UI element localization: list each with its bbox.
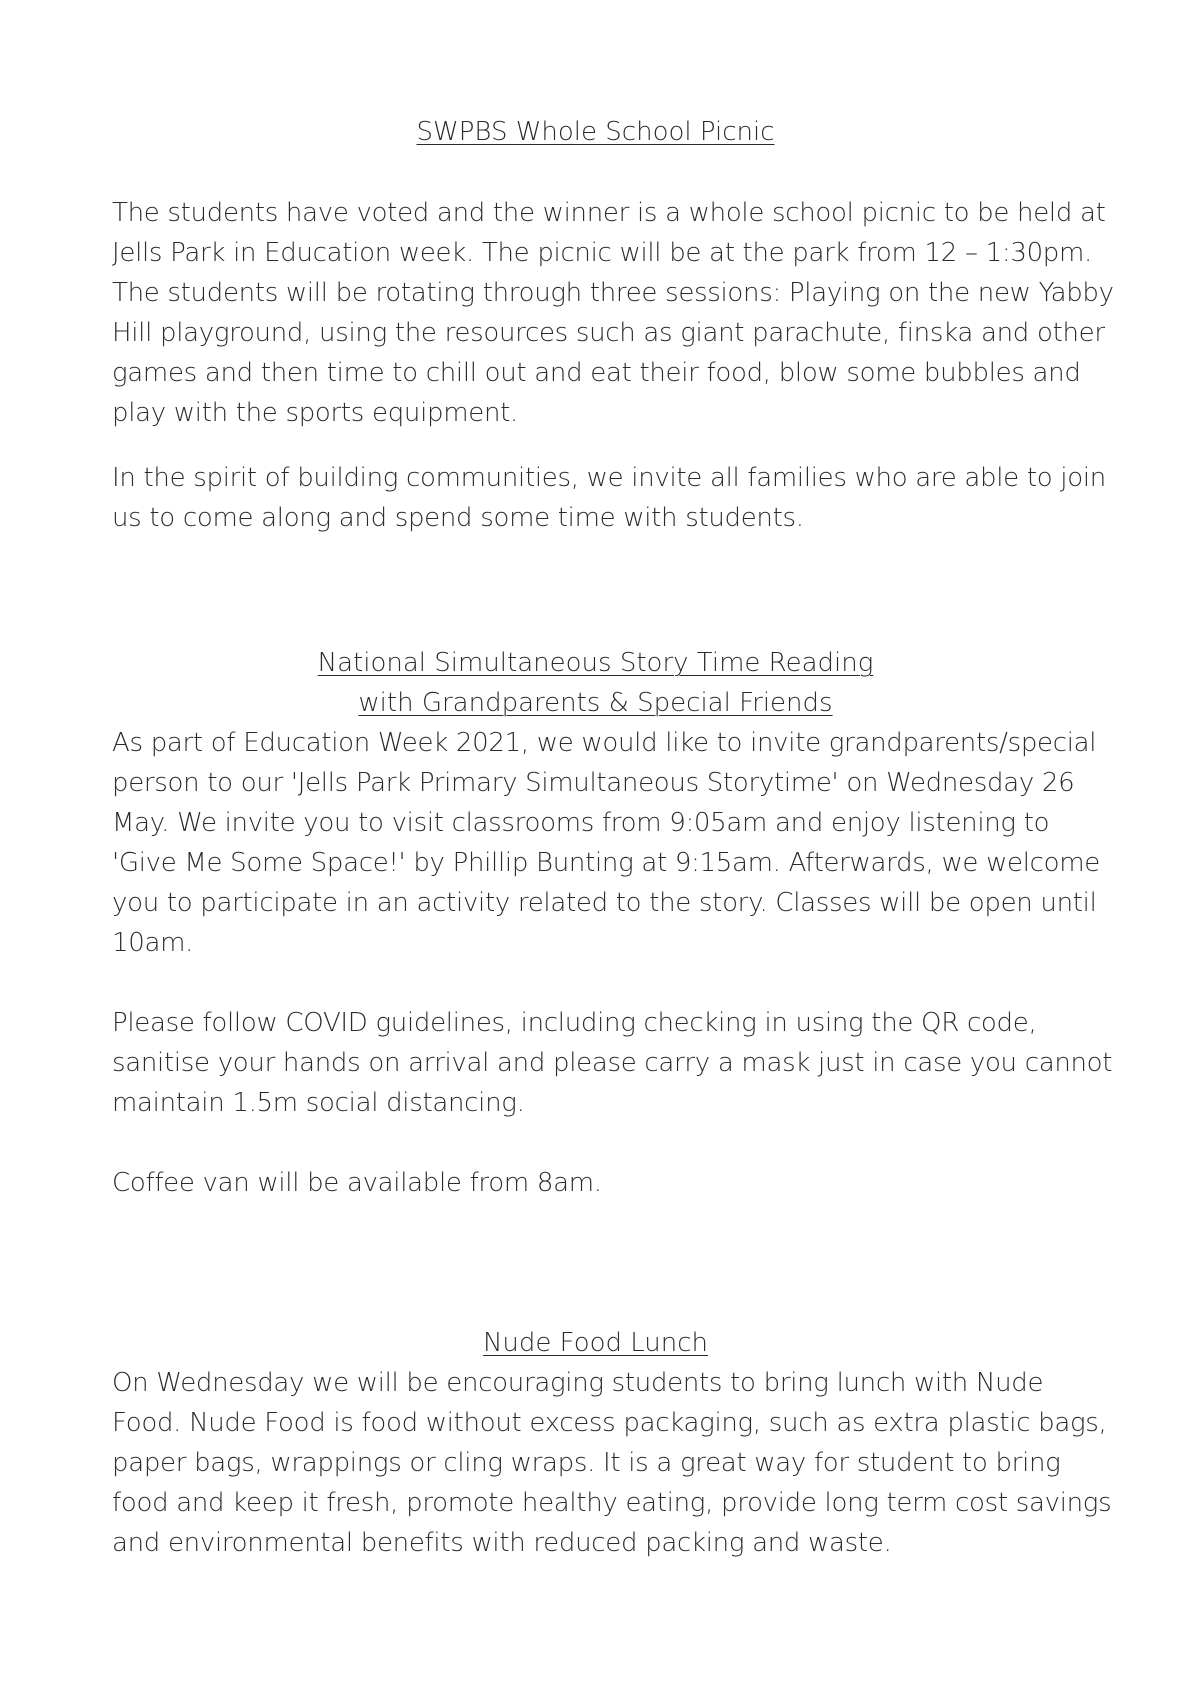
text-line: Food. Nude Food is food without excess packaging, such as extra plastic bags, (112, 1408, 1107, 1438)
heading-line: SWPBS Whole School Picnic (416, 117, 775, 147)
text-line: The students have voted and the winner is a whole school picnic to be held at (112, 198, 1106, 228)
text-line: and environmental benefits with reduced packing and waste. (112, 1528, 892, 1558)
paragraph-picnic-invite (112, 458, 1106, 538)
heading-line: National Simultaneous Story Time Reading (317, 648, 874, 678)
text-line: In the spirit of building communities, we invite all families who are able to join (112, 463, 1106, 493)
text-line: May. We invite you to visit classrooms from 9:05am and enjoy listening to (112, 808, 1050, 838)
heading-line: with Grandparents & Special Friends (358, 688, 833, 718)
paragraph-coffee-van (112, 1163, 1092, 1203)
text-line: 'Give Me Some Space!' by Phillip Bunting at 9:15am. Afterwards, we welcome (112, 848, 1100, 878)
text-line: Jells Park in Education week. The picnic will be at the park from 12 – 1:30pm. (112, 238, 1093, 268)
text-line: On Wednesday we will be encouraging students to bring lunch with Nude (112, 1368, 1044, 1398)
text-line: Please follow COVID guidelines, including checking in using the QR code, (112, 1008, 1037, 1038)
heading-picnic (0, 112, 1191, 152)
text-line: play with the sports equipment. (112, 398, 518, 428)
text-line: food and keep it fresh, promote healthy eating, provide long term cost savings (112, 1488, 1112, 1518)
text-line: 10am. (112, 928, 194, 958)
paragraph-covid-guidelines (112, 1003, 1113, 1123)
text-line: paper bags, wrappings or cling wraps. It is a great way for student to bring (112, 1448, 1061, 1478)
text-line: games and then time to chill out and eat their food, blow some bubbles and (112, 358, 1081, 388)
text-line: As part of Education Week 2021, we would like to invite grandparents/special (112, 728, 1097, 758)
text-line: Coffee van will be available from 8am. (112, 1168, 602, 1198)
heading-line: Nude Food Lunch (482, 1328, 709, 1358)
paragraph-picnic-details (112, 193, 1114, 433)
text-line: us to come along and spend some time with students. (112, 503, 804, 533)
text-line: maintain 1.5m social distancing. (112, 1088, 525, 1118)
text-line: you to participate in an activity related to the story. Classes will be open until (112, 888, 1097, 918)
text-line: sanitise your hands on arrival and please carry a mask just in case you cannot (112, 1048, 1113, 1078)
heading-nude-food (0, 1323, 1191, 1363)
text-line: person to our 'Jells Park Primary Simultaneous Storytime' on Wednesday 26 (112, 768, 1075, 798)
paragraph-story-time-details (112, 723, 1100, 963)
paragraph-nude-food-details (112, 1363, 1112, 1563)
text-line: The students will be rotating through three sessions: Playing on the new Yabby (112, 278, 1114, 308)
text-line: Hill playground, using the resources such as giant parachute, finska and other (112, 318, 1105, 348)
heading-story-time (0, 643, 1191, 723)
